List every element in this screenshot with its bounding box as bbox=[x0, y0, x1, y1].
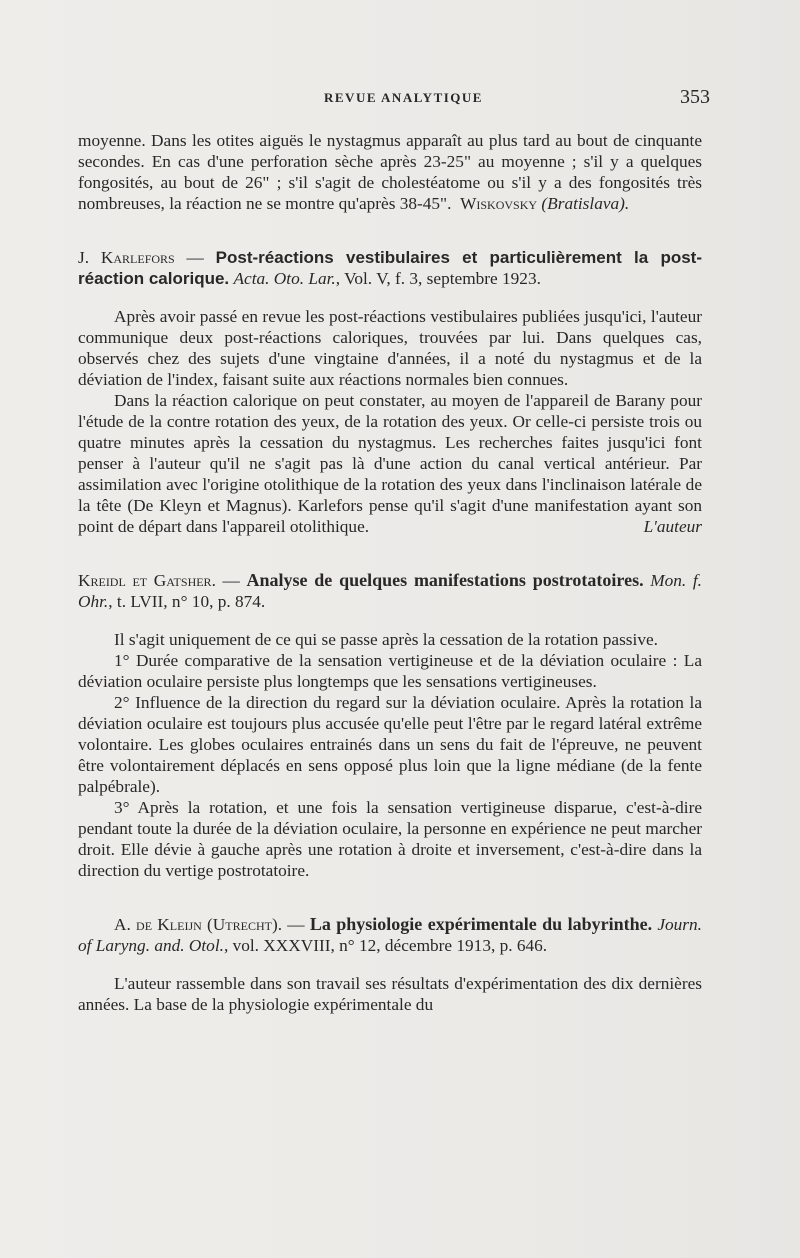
entry-details: , vol. XXXVIII, n° 12, décembre 1913, p. 646. bbox=[223, 936, 548, 955]
entry-dash: — bbox=[215, 571, 247, 590]
entry-dash: — bbox=[174, 248, 216, 267]
entry-paragraph-text: Dans la réaction calorique on peut constater, au moyen de l'appareil de Barany pour l'étude de la contre rotation des yeux, de la rotation des yeux. Or celle-ci persiste trois ou quatre minutes après la cessation du nystagmus. Les recherches faites jusqu'ici font penser à l'auteur qu'il ne s'agit pas là d'une action du canal vertical antérieur. Par assimilation avec l'origine otolithique de la rotation des yeux dans l'inclinaison latérale de la tête (De Kleyn et Magnus). Karlefors pense qu'il s'agit d'une manifestation ayant son point de départ dans l'appareil otolithique. bbox=[78, 391, 702, 536]
entry-details: , t. LVII, n° 10, p. 874. bbox=[108, 592, 266, 611]
entry-heading bbox=[78, 914, 702, 956]
intro-text: moyenne. Dans les otites aiguës le nystagmus apparaît au plus tard au bout de cinquante secondes. En cas d'une perforation sèche après 23-25" au moyenne ; s'il y a quelques fongosités, au bout de 26" ; s'il s'agit de cholestéatome ou s'il y a des fongosités très nombreuses, la réaction ne se montre qu'après 38-45". bbox=[78, 131, 702, 213]
entry-heading bbox=[78, 247, 702, 289]
page-content bbox=[78, 130, 702, 1015]
entry-paragraph: Après avoir passé en revue les post-réactions vestibulaires publiées jusqu'ici, l'auteur communique deux post-réactions caloriques, trouvées par lui. Dans quelques cas, observés chez des sujets d'une vingtaine d'années, il a noté du nystagmus et de la déviation de l'index, faisant suite aux réactions normales bien connues. bbox=[78, 307, 702, 389]
entry-author: Kreidl et Gatsher. bbox=[78, 571, 216, 590]
intro-place: (Bratislava). bbox=[541, 194, 630, 213]
entry-paragraph: L'auteur rassemble dans son travail ses résultats d'expérimentation des dix dernières années. La base de la physiologie expérimentale du bbox=[78, 974, 702, 1014]
page-header bbox=[78, 86, 710, 112]
page-number: 353 bbox=[680, 86, 710, 108]
entry-paragraph: 2° Influence de la direction du regard sur la déviation oculaire. Après la rotation la déviation oculaire est toujours plus accusée qu'elle peut l'être par le regard latéral extrême volontaire. Les globes oculaires entrainés dans un sens du fait de l'épreuve, ne peuvent être volontairement déplacés en sens opposé plus loin que la ligne médiane (de la fente palpébrale). bbox=[78, 693, 702, 796]
running-title: REVUE ANALYTIQUE bbox=[324, 90, 483, 105]
intro-author: Wiskovsky bbox=[460, 194, 538, 213]
entry-title: Post-réactions vestibulaires et particulièrement la post-réaction calorique. bbox=[78, 248, 702, 288]
entry-journal: Mon. f. Ohr. bbox=[78, 571, 702, 611]
entry-details: , Vol. V, f. 3, septembre 1923. bbox=[335, 269, 541, 288]
entry-signature: L'auteur bbox=[643, 517, 702, 536]
entry-title: Analyse de quelques manifestations postrotatoires. bbox=[246, 570, 644, 590]
intro-paragraph bbox=[78, 130, 702, 214]
entry-paragraph: 1° Durée comparative de la sensation vertigineuse et de la déviation oculaire : La déviation oculaire persiste plus longtemps que les sensations vertigineuses. bbox=[78, 651, 702, 691]
entry-journal: Acta. Oto. Lar. bbox=[233, 269, 336, 288]
entry-author: J. Karlefors bbox=[78, 248, 175, 267]
entry-heading bbox=[78, 570, 702, 612]
entry-paragraph: 3° Après la rotation, et une fois la sensation vertigineuse disparue, c'est-à-dire pendant toute la durée de la déviation oculaire, la personne en expérience ne peut marcher droit. Elle dévie à gauche après une rotation à droite et inversement, c'est-à-dire dans la direction du vertige postrotatoire. bbox=[78, 798, 702, 880]
entry-dash: — bbox=[282, 915, 310, 934]
entry-author: A. de Kleijn (Utrecht). bbox=[114, 915, 283, 934]
entry-paragraph bbox=[78, 390, 702, 537]
entry-title: La physiologie expérimentale du labyrinthe. bbox=[309, 914, 653, 934]
entry-paragraph: Il s'agit uniquement de ce qui se passe après la cessation de la rotation passive. bbox=[114, 630, 658, 649]
entry-journal: Journ. of Laryng. and. Otol. bbox=[78, 915, 702, 955]
